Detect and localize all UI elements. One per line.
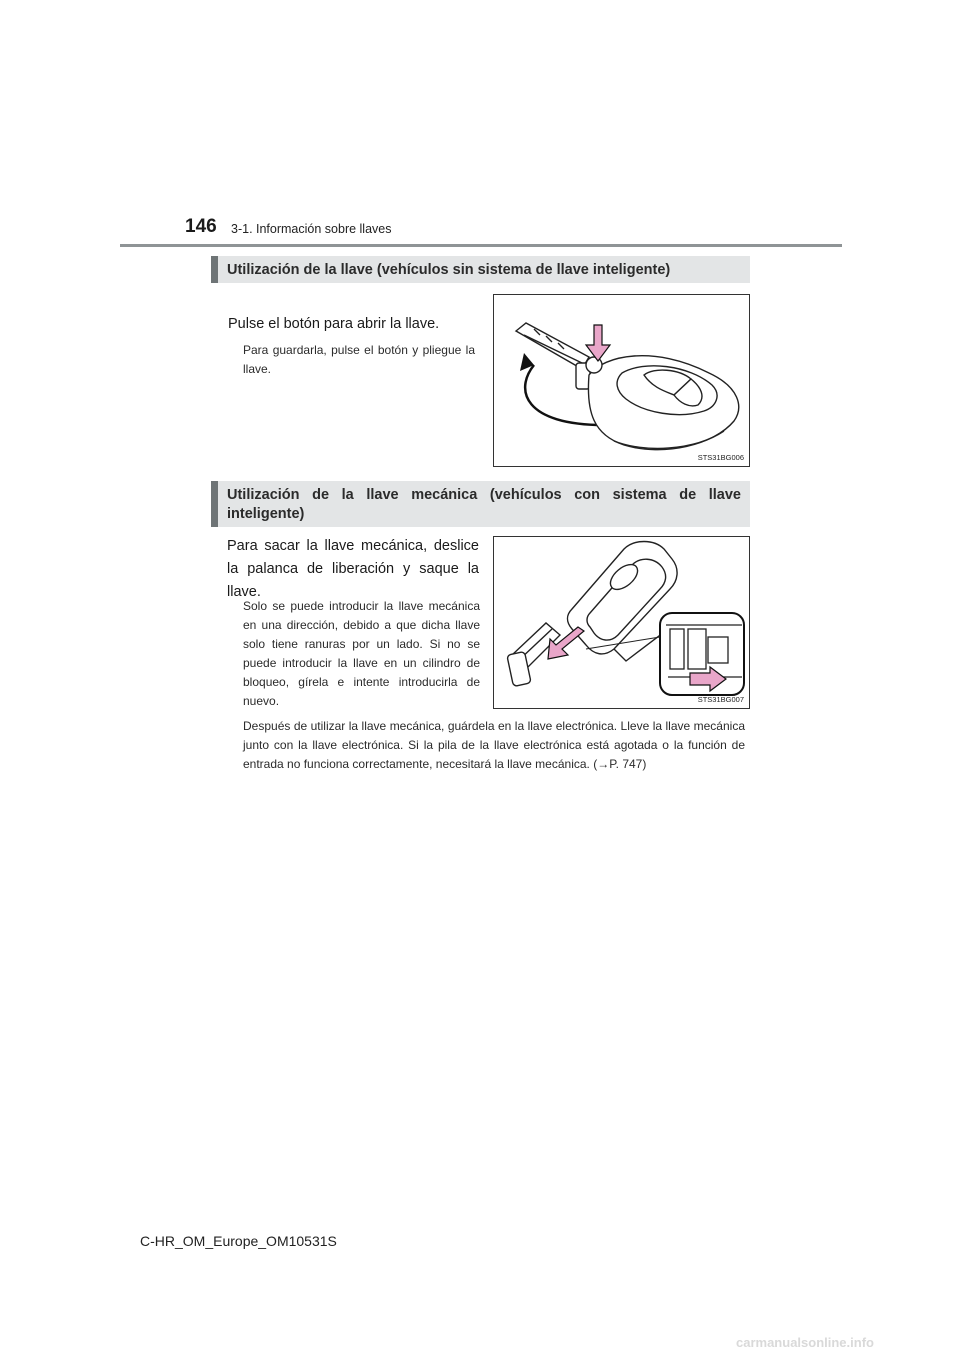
figure-key-fold <box>493 294 750 467</box>
instruction-note-1: Para guardarla, pulse el botón y pliegue la llave. <box>243 343 475 376</box>
header-rule <box>120 244 842 247</box>
figure-code-1: STS31BG006 <box>697 453 744 462</box>
instruction-lead-1: Pulse el botón para abrir la llave. <box>228 316 440 332</box>
mechanical-key-illustration <box>494 537 749 708</box>
instruction-lead-2: Para sacar la llave mecánica, deslice la palanca de liberación y saque la llave. <box>227 538 479 600</box>
section-label: 3-1. Información sobre llaves <box>231 222 392 236</box>
figure-code-2: STS31BG007 <box>697 695 744 704</box>
instruction-note-2: Solo se puede introducir la llave mecánica en una dirección, debido a que dicha llave solo tiene ranuras por un lado. Si no se puede introducir la llave en un cilindro de bloqueo, gírela e intente introducirla de nuevo. <box>243 599 480 708</box>
watermark: carmanualsonline.info <box>736 1335 874 1350</box>
page-number: 146 <box>185 216 217 237</box>
section-heading-1: Utilización de la llave (vehículos sin sistema de llave inteligente) <box>211 256 750 283</box>
key-fold-illustration <box>494 295 749 466</box>
instruction-note-3: Después de utilizar la llave mecánica, guárdela en la llave electrónica. Lleve la llave mecánica junto con la llave electrónica. Si la pila de la llave electrónica está agotada o la función de entrada no funciona correctamente, necesitará la llave mecánica. (→P. 747) <box>243 719 745 771</box>
figure-mechanical-key <box>493 536 750 709</box>
document-id: C-HR_OM_Europe_OM10531S <box>140 1233 337 1249</box>
section-heading-2: Utilización de la llave mecánica (vehículos con sistema de llave inteligente) <box>211 481 750 527</box>
